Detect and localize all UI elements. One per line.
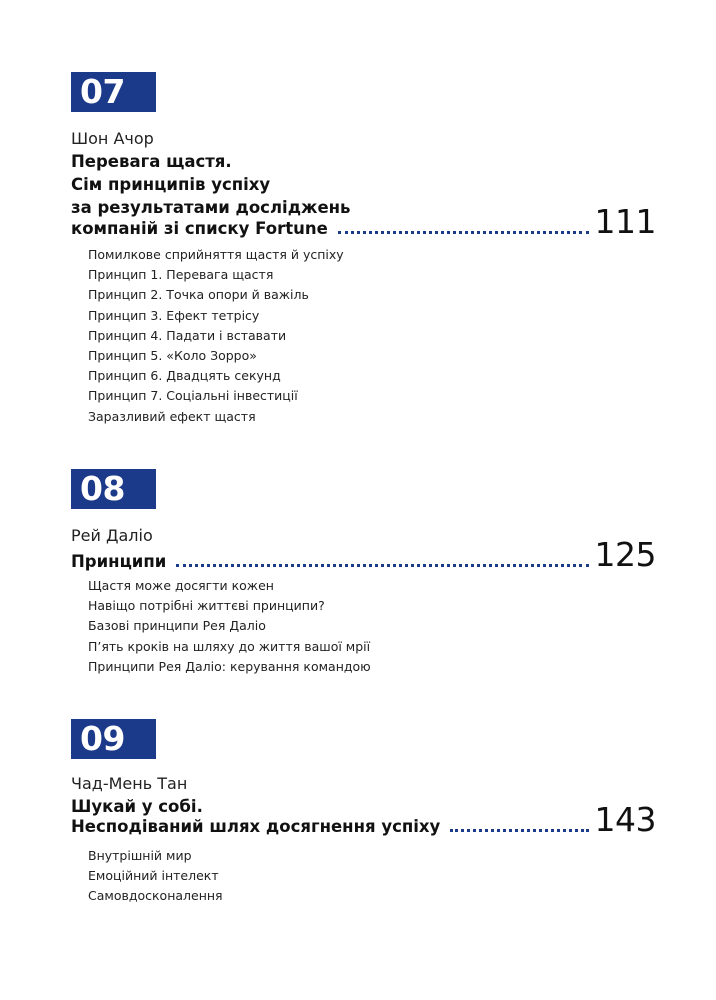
chapter-author: Рей Даліо — [71, 526, 153, 545]
chapter-title-line: Перевага щастя. — [71, 152, 232, 171]
section-item[interactable]: Заразливий ефект щастя — [88, 408, 256, 424]
page-number: 143 — [594, 800, 656, 839]
dot-leader — [450, 829, 588, 832]
chapter-title-line: Шукай у собі. — [71, 797, 203, 816]
chapter-author: Чад-Мень Тан — [71, 774, 188, 793]
chapter-number-badge: 07 — [71, 72, 156, 112]
section-item[interactable]: Навіщо потрібні життєві принципи? — [88, 598, 325, 614]
section-item[interactable]: Самовдосконалення — [88, 888, 223, 904]
section-item[interactable]: Помилкове сприйняття щастя й успіху — [88, 247, 344, 262]
chapter-title-row[interactable] — [71, 800, 656, 840]
chapter-title-line: за результатами досліджень — [71, 198, 351, 217]
chapter-author: Шон Ачор — [71, 129, 154, 148]
chapter-title-last-line: Принципи — [71, 552, 167, 571]
section-item[interactable]: Базові принципи Рея Даліо — [88, 618, 266, 634]
chapter-title-last-line: компаній зі списку Fortune — [71, 219, 328, 238]
chapter-title-last-line: Несподіваний шлях досягнення успіху — [71, 817, 441, 836]
section-item[interactable]: Принципи Рея Даліо: керування командою — [88, 658, 371, 674]
section-item[interactable]: Принцип 4. Падати і вставати — [88, 327, 287, 343]
chapter-title-row[interactable] — [71, 535, 656, 575]
section-item[interactable]: Щастя може досягти кожен — [88, 578, 274, 593]
section-item[interactable]: П’ять кроків на шляху до життя вашої мрії — [88, 638, 371, 654]
section-item[interactable]: Принцип 2. Точка опори й важіль — [88, 287, 309, 303]
section-item[interactable]: Внутрішній мир — [88, 848, 192, 863]
section-list — [88, 576, 371, 677]
chapter-number-badge: 09 — [71, 719, 156, 759]
chapter-title-row[interactable] — [71, 202, 656, 242]
page-number: 111 — [594, 202, 656, 241]
section-item[interactable]: Принцип 5. «Коло Зорро» — [88, 348, 257, 364]
section-item[interactable]: Принцип 1. Перевага щастя — [88, 267, 274, 283]
section-item[interactable]: Принцип 6. Двадцять секунд — [88, 368, 281, 384]
section-list — [88, 245, 344, 427]
page-number: 125 — [594, 535, 656, 574]
dot-leader — [338, 231, 589, 234]
section-item[interactable]: Емоційний інтелект — [88, 868, 219, 884]
section-list — [88, 846, 223, 907]
section-item[interactable]: Принцип 3. Ефект тетрісу — [88, 307, 260, 323]
chapter-number-badge: 08 — [71, 469, 156, 509]
chapter-title-line: Сім принципів успіху — [71, 175, 271, 194]
section-item[interactable]: Принцип 7. Соціальні інвестиції — [88, 388, 298, 404]
dot-leader — [176, 564, 588, 567]
